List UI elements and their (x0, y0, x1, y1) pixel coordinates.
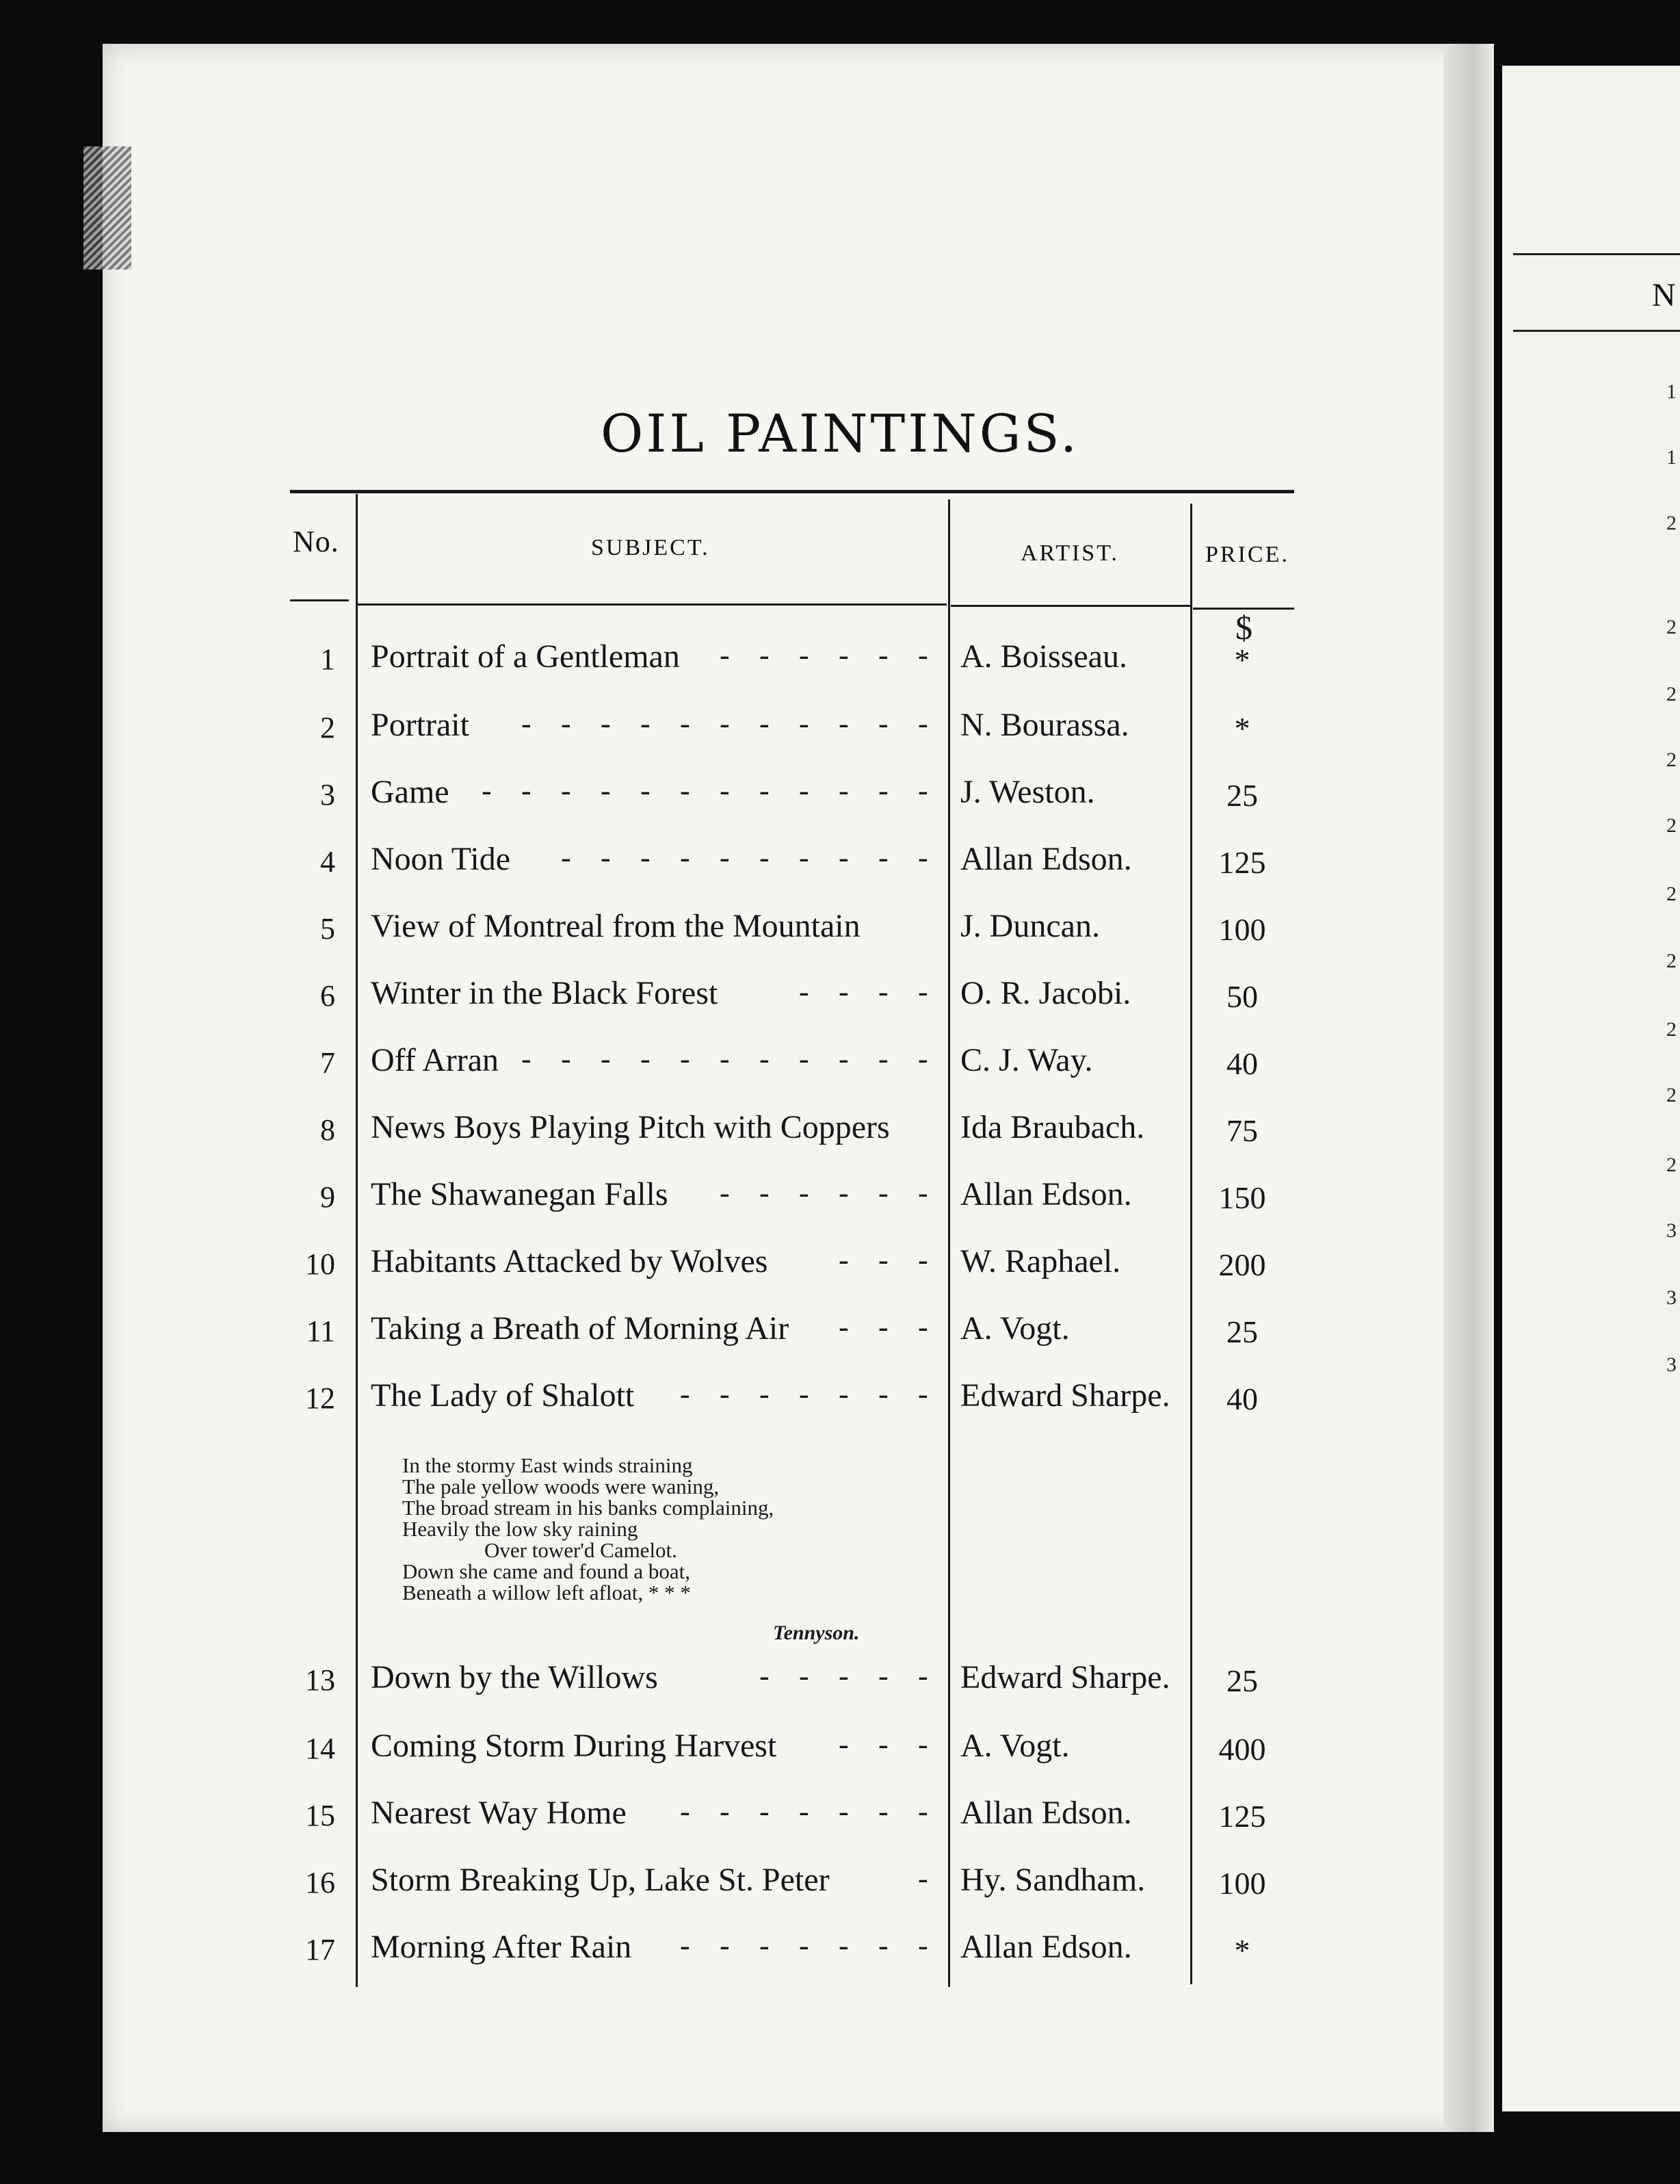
facing-page-number: 2 (1666, 950, 1677, 972)
item-subject: Noon Tide (371, 841, 511, 877)
leader-dash: - (720, 841, 730, 874)
leader-dash: - (878, 1795, 889, 1828)
item-price: 25 (1226, 1314, 1258, 1349)
leader-dash: - (839, 1728, 849, 1761)
leader-dash: - (759, 1929, 770, 1962)
item-artist: N. Bourassa. (960, 707, 1129, 743)
item-artist: Allan Edson. (960, 1795, 1132, 1831)
item-artist: C. J. Way. (960, 1042, 1093, 1078)
item-subject: View of Montreal from the Mountain (371, 908, 861, 944)
leader-dash: - (799, 1659, 809, 1693)
facing-page-number: 2 (1666, 1154, 1677, 1176)
torn-corner (83, 146, 131, 270)
leader-dash: - (601, 841, 611, 874)
leader-dash: - (680, 1929, 690, 1962)
header-rule-subject (357, 603, 947, 606)
item-artist: J. Weston. (960, 774, 1095, 810)
poem-line: The broad stream in his banks complaining, (402, 1496, 774, 1520)
leader-dash: - (640, 841, 651, 874)
leader-dash: - (839, 1377, 849, 1411)
item-number: 5 (320, 912, 335, 946)
item-artist: Allan Edson. (960, 1176, 1132, 1212)
table-row (0, 773, 1680, 840)
leader-dash: - (918, 975, 928, 1009)
leader-dash: - (680, 1795, 690, 1828)
poem-line: The pale yellow woods were waning, (402, 1474, 720, 1498)
table-row (0, 1175, 1680, 1243)
leader-dash: - (839, 1042, 849, 1076)
item-artist: J. Duncan. (960, 908, 1100, 944)
leader-dash: - (482, 774, 492, 807)
leader-dash: - (878, 1728, 889, 1761)
item-number: 16 (305, 1866, 335, 1899)
item-number: 15 (305, 1799, 335, 1832)
facing-page-number: 2 (1666, 814, 1677, 837)
leader-dash: - (839, 1310, 849, 1344)
item-price: 25 (1226, 778, 1258, 813)
leader-dash: - (521, 707, 531, 740)
leader-dash: - (759, 1795, 770, 1828)
item-number: 9 (320, 1180, 335, 1214)
column-header-subject: SUBJECT. (591, 535, 710, 560)
leader-dash: - (799, 1795, 809, 1828)
leader-dash: - (839, 1795, 849, 1828)
leader-dash: - (680, 1377, 690, 1411)
leader-dash: - (561, 707, 571, 740)
leader-dash: - (680, 774, 690, 807)
facing-page-number: 1 (1666, 446, 1677, 469)
table-row (0, 1727, 1680, 1794)
table-row (0, 1243, 1680, 1310)
facing-page-number: 1 (1666, 380, 1677, 403)
leader-dash: - (918, 1728, 928, 1761)
item-subject: The Lady of Shalott (371, 1377, 635, 1414)
item-artist: Hy. Sandham. (960, 1862, 1146, 1898)
item-subject: Nearest Way Home (371, 1795, 627, 1831)
poem-attribution: Tennyson. (773, 1622, 860, 1644)
leader-dash: - (839, 774, 849, 807)
leader-dash: - (918, 1176, 928, 1210)
column-header-price: PRICE. (1205, 542, 1289, 567)
item-price: 25 (1226, 1663, 1258, 1698)
facing-page-rule-header (1513, 330, 1680, 332)
leader-dash: - (759, 638, 770, 672)
poem-line: In the stormy East winds straining (402, 1453, 693, 1477)
leader-dash: - (640, 774, 651, 807)
item-artist: A. Vogt. (960, 1310, 1070, 1347)
leader-dash: - (799, 1176, 809, 1210)
item-subject: Coming Storm During Harvest (371, 1728, 777, 1764)
leader-dash: - (720, 774, 730, 807)
item-price: 125 (1218, 1799, 1266, 1834)
leader-dash: - (759, 1659, 770, 1693)
item-artist: Allan Edson. (960, 1929, 1132, 1965)
item-number: 12 (305, 1381, 335, 1415)
item-subject: Taking a Breath of Morning Air (371, 1310, 789, 1347)
item-subject: Portrait of a Gentleman (371, 638, 680, 675)
leader-dash: - (918, 1862, 928, 1895)
leader-dash: - (878, 1929, 889, 1962)
table-row (0, 840, 1680, 907)
facing-page-number: 3 (1666, 1219, 1677, 1242)
leader-dash: - (601, 1042, 611, 1076)
item-price: * (1234, 642, 1250, 677)
item-artist: O. R. Jacobi. (960, 975, 1131, 1011)
table-row (0, 974, 1680, 1041)
item-artist: Edward Sharpe. (960, 1659, 1170, 1695)
leader-dash: - (759, 1377, 770, 1411)
item-number: 6 (320, 979, 335, 1013)
leader-dash: - (799, 638, 809, 672)
facing-page-number: 2 (1666, 1018, 1677, 1041)
leader-dash: - (878, 774, 889, 807)
leader-dash: - (561, 774, 571, 807)
item-number: 17 (305, 1933, 335, 1966)
table-row (0, 706, 1680, 773)
item-subject: Down by the Willows (371, 1659, 658, 1695)
leader-dash: - (918, 1929, 928, 1962)
item-price: 100 (1218, 1866, 1266, 1901)
item-price: * (1234, 711, 1250, 746)
leader-dash: - (918, 707, 928, 740)
facing-page-number: 2 (1666, 749, 1677, 771)
item-number: 4 (320, 845, 335, 879)
leader-dash: - (918, 1795, 928, 1828)
item-number: 1 (320, 642, 335, 676)
leader-dash: - (720, 1929, 730, 1962)
item-price: 125 (1218, 845, 1266, 880)
leader-dash: - (799, 707, 809, 740)
leader-dash: - (799, 975, 809, 1009)
item-number: 10 (305, 1247, 335, 1281)
item-price: 40 (1226, 1046, 1258, 1081)
leader-dash: - (759, 1042, 770, 1076)
leader-dash: - (680, 841, 690, 874)
item-number: 8 (320, 1113, 335, 1147)
leader-dash: - (640, 707, 651, 740)
item-subject: Winter in the Black Forest (371, 975, 718, 1011)
leader-dash: - (878, 1243, 889, 1277)
leader-dash: - (878, 1377, 889, 1411)
item-price: 50 (1226, 979, 1258, 1014)
leader-dash: - (878, 1310, 889, 1344)
item-number: 7 (320, 1046, 335, 1080)
leader-dash: - (799, 841, 809, 874)
leader-dash: - (759, 774, 770, 807)
leader-dash: - (759, 1176, 770, 1210)
leader-dash: - (799, 774, 809, 807)
table-row (0, 1310, 1680, 1377)
leader-dash: - (680, 1042, 690, 1076)
leader-dash: - (799, 1377, 809, 1411)
leader-dash: - (839, 841, 849, 874)
table-row (0, 1659, 1680, 1726)
item-artist: W. Raphael. (960, 1243, 1121, 1279)
item-price: 150 (1218, 1180, 1266, 1215)
leader-dash: - (720, 1176, 730, 1210)
leader-dash: - (878, 975, 889, 1009)
leader-dash: - (918, 638, 928, 672)
item-price: 200 (1218, 1247, 1266, 1282)
item-price: 40 (1226, 1381, 1258, 1416)
leader-dash: - (720, 1042, 730, 1076)
item-price: 75 (1226, 1113, 1258, 1148)
facing-page-number: 2 (1666, 883, 1677, 905)
leader-dash: - (878, 1176, 889, 1210)
facing-page-number: 2 (1666, 512, 1677, 534)
leader-dash: - (918, 1377, 928, 1411)
table-row (0, 1041, 1680, 1108)
item-artist: Edward Sharpe. (960, 1377, 1170, 1414)
leader-dash: - (839, 1243, 849, 1277)
facing-page-number: 2 (1666, 683, 1677, 705)
item-subject: Storm Breaking Up, Lake St. Peter (371, 1862, 830, 1898)
leader-dash: - (918, 1659, 928, 1693)
table-row (0, 638, 1680, 705)
column-header-artist: ARTIST. (1021, 541, 1119, 566)
leader-dash: - (918, 1310, 928, 1344)
item-artist: A. Vogt. (960, 1728, 1070, 1764)
leader-dash: - (720, 1795, 730, 1828)
item-subject: Portrait (371, 707, 469, 743)
leader-dash: - (878, 1042, 889, 1076)
item-subject: The Shawanegan Falls (371, 1176, 668, 1212)
facing-page-rule-top (1513, 253, 1680, 255)
facing-page-header: N (1652, 277, 1676, 313)
leader-dash: - (878, 841, 889, 874)
leader-dash: - (839, 1659, 849, 1693)
leader-dash: - (799, 1929, 809, 1962)
leader-dash: - (799, 1042, 809, 1076)
leader-dash: - (878, 638, 889, 672)
leader-dash: - (680, 707, 690, 740)
leader-dash: - (918, 1042, 928, 1076)
table-row (0, 907, 1680, 974)
item-subject: Habitants Attacked by Wolves (371, 1243, 768, 1279)
item-artist: Ida Braubach. (960, 1109, 1145, 1145)
leader-dash: - (918, 841, 928, 874)
poem-line: Heavily the low sky raining (402, 1517, 638, 1541)
table-row (0, 1377, 1680, 1444)
item-subject: News Boys Playing Pitch with Coppers (371, 1109, 890, 1145)
leader-dash: - (918, 1243, 928, 1277)
leader-dash: - (759, 841, 770, 874)
leader-dash: - (839, 975, 849, 1009)
facing-page-number: 3 (1666, 1353, 1677, 1376)
header-rule-no (290, 599, 349, 601)
poem-line: Down she came and found a boat, (402, 1559, 690, 1583)
item-subject: Off Arran (371, 1042, 499, 1078)
table-row (0, 1794, 1680, 1861)
poem-quotation (402, 1455, 774, 1603)
item-number: 2 (320, 711, 335, 744)
facing-page-number: 3 (1666, 1286, 1677, 1309)
leader-dash: - (561, 841, 571, 874)
leader-dash: - (720, 638, 730, 672)
leader-dash: - (720, 1377, 730, 1411)
page-title: OIL PAINTINGS. (601, 402, 1079, 464)
item-subject: Game (371, 774, 449, 810)
table-row (0, 1928, 1680, 1995)
item-number: 11 (306, 1314, 335, 1348)
header-rule-artist (951, 605, 1192, 607)
leader-dash: - (601, 774, 611, 807)
item-number: 3 (320, 778, 335, 811)
leader-dash: - (720, 707, 730, 740)
poem-line: Over tower'd Camelot. (484, 1538, 677, 1562)
poem-line: Beneath a willow left afloat, * * * (402, 1581, 691, 1604)
leader-dash: - (521, 1042, 531, 1076)
leader-dash: - (601, 707, 611, 740)
item-price: 400 (1218, 1732, 1266, 1767)
column-header-no: No. (293, 525, 339, 558)
item-number: 14 (305, 1732, 335, 1765)
leader-dash: - (918, 774, 928, 807)
item-price: 100 (1218, 912, 1266, 947)
item-subject: Morning After Rain (371, 1929, 632, 1965)
currency-symbol: $ (1235, 608, 1252, 647)
leader-dash: - (561, 1042, 571, 1076)
leader-dash: - (839, 638, 849, 672)
leader-dash: - (839, 1176, 849, 1210)
facing-page-number: 2 (1666, 616, 1677, 638)
table-row (0, 1108, 1680, 1175)
leader-dash: - (878, 1659, 889, 1693)
leader-dash: - (759, 707, 770, 740)
leader-dash: - (640, 1042, 651, 1076)
table-top-rule (290, 490, 1294, 493)
leader-dash: - (839, 707, 849, 740)
item-artist: Allan Edson. (960, 841, 1132, 877)
item-artist: A. Boisseau. (960, 638, 1127, 675)
leader-dash: - (521, 774, 531, 807)
item-number: 13 (305, 1663, 335, 1697)
leader-dash: - (878, 707, 889, 740)
table-row (0, 1861, 1680, 1928)
facing-page-number: 2 (1666, 1084, 1677, 1106)
item-price: * (1234, 1933, 1250, 1968)
leader-dash: - (839, 1929, 849, 1962)
